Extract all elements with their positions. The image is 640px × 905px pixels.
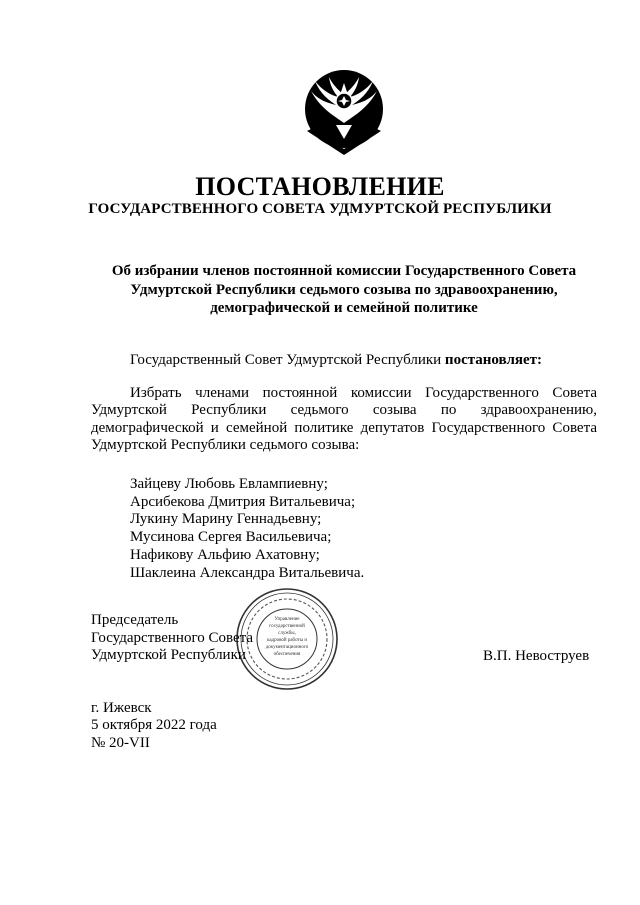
- list-item: Лукину Марину Геннадьевну;: [130, 511, 322, 528]
- list-item: Нафикову Альфию Ахатовну;: [130, 546, 320, 563]
- document-number: № 20-VII: [91, 734, 150, 751]
- list-item: Арсибекова Дмитрия Витальевича;: [130, 493, 356, 510]
- document-title: ПОСТАНОВЛЕНИЕ: [195, 172, 445, 201]
- list-item: Шаклеина Александра Витальевича.: [130, 564, 365, 581]
- resolution-text: Избрать членами постоянной комиссии Государственного Совета Удмуртской Республики седьмого созыва по здравоохранению, демографической и семейной политике депутатов Государственного Совета Удмуртской Республики седьмого созыва:: [91, 385, 597, 453]
- date: 5 октября 2022 года: [91, 717, 217, 734]
- subject-line: Об избрании членов постоянной комиссии Государственного Совета: [111, 263, 577, 279]
- stamp-line: документационного: [265, 645, 309, 650]
- stamp-line: Управление: [274, 617, 300, 622]
- preamble-decision: постановляет:: [444, 352, 542, 368]
- place: г. Ижевск: [91, 700, 152, 716]
- signatory-line: Удмуртской Республики: [91, 647, 246, 663]
- stamp-line: кадровой работы и: [266, 638, 308, 643]
- signatory-line: Государственного Совета: [91, 629, 254, 646]
- stamp-line: государственной: [269, 624, 305, 629]
- signatory-name: В.П. Невоструев: [483, 648, 590, 664]
- document-footer: [91, 700, 217, 752]
- list-item: Мусинова Сергея Васильевича;: [130, 529, 332, 546]
- stamp-line: службы,: [278, 631, 296, 636]
- subject-line: Удмуртской Республики седьмого созыва по здравоохранению,: [130, 281, 558, 298]
- document-subject: [95, 262, 593, 318]
- coat-of-arms-emblem: [303, 65, 385, 157]
- subject-line: демографической и семейной политике: [210, 300, 478, 316]
- preamble-text: Государственный Совет Удмуртской Республики: [130, 352, 442, 368]
- stamp-line: обеспечения: [273, 652, 301, 657]
- list-item: Зайцеву Любовь Евлампиевну;: [130, 476, 328, 492]
- document-subtitle: ГОСУДАРСТВЕННОГО СОВЕТА УДМУРТСКОЙ РЕСПУБЛИКИ: [88, 201, 552, 217]
- members-list: [130, 476, 364, 582]
- signatory-line: Председатель: [91, 612, 179, 628]
- signatory-position: [91, 612, 253, 665]
- preamble: [130, 352, 542, 369]
